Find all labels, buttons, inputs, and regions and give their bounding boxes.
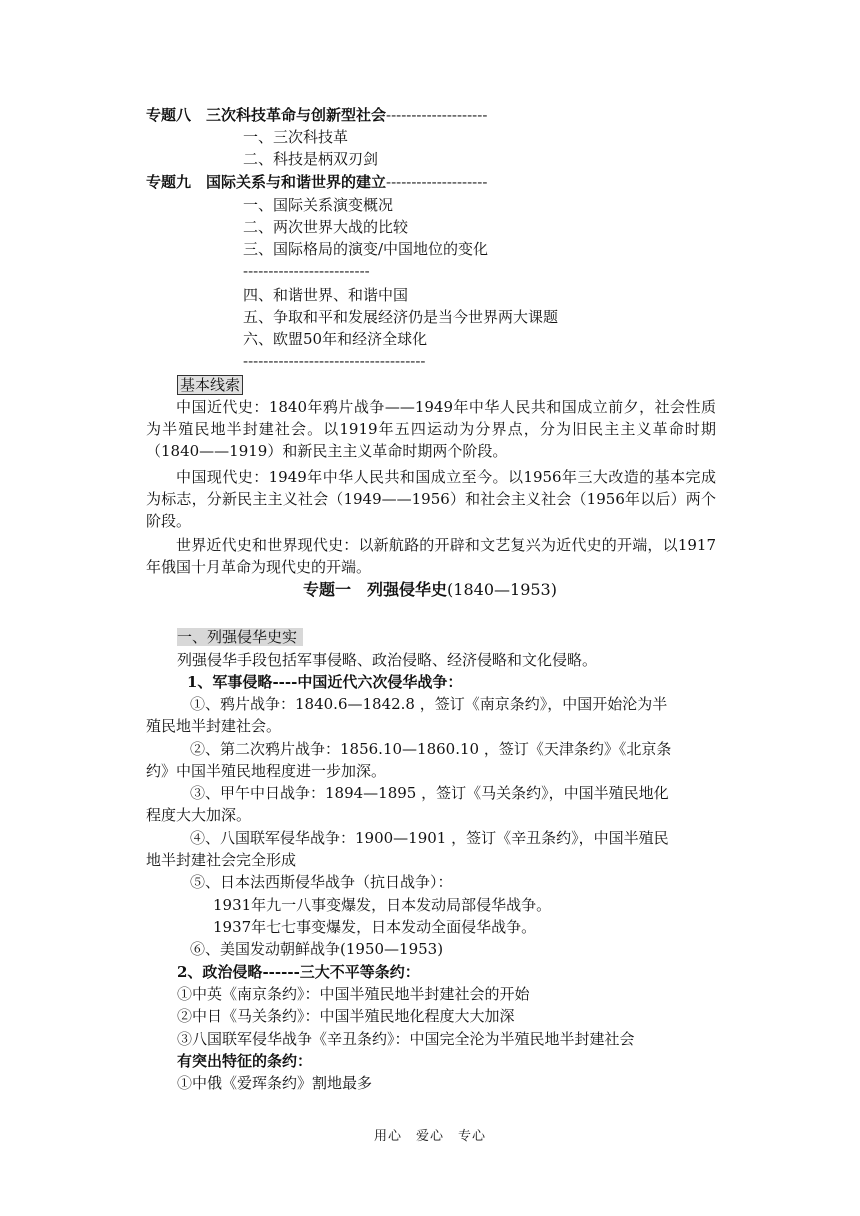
clues-paragraph-1: 中国近代史：1840年鸦片战争——1949年中华人民共和国成立前夕，社会性质为半殖民地半封建社会。以1919年五四运动为分界点，分为旧民主主义革命时期（1840——1919）和新民主主义革命时期两个阶段。 [146,398,716,460]
war-4-line-1: ④、八国联军侵华战争：1900—1901 ，签订《辛丑条约》，中国半殖民 [190,829,669,847]
war-5-b: 1937年七七事变爆发，日本发动全面侵华战争。 [213,918,537,936]
war-1-line-1: ①、鸦片战争：1840.6—1842.8 ，签订《南京条约》，中国开始沦为半 [190,695,668,713]
clues-paragraph-3: 世界近代史和世界现代史：以新航路的开辟和文艺复兴为近代史的开端，以1917年俄国十月革命为现代史的开端。 [146,536,716,576]
topic1-title: 专题一 列强侵华史 [303,580,448,599]
toc-topic9-item: 三、国际格局的演变/中国地位的变化 [243,240,489,258]
section1-heading-wrap [177,626,303,648]
toc-topic8-item: 一、三次科技革 [243,128,349,146]
toc-topic8-title: 专题八 三次科技革命与创新型社会 [146,106,387,124]
notable-treaty-1: ①中俄《爱珲条约》割地最多 [177,1074,373,1092]
section1-heading: 一、列强侵华史实 [177,628,303,646]
toc-topic9-item: 四、和谐世界、和谐中国 [243,286,409,304]
military-heading: 1、军事侵略----中国近代六次侵华战争： [187,673,463,691]
page-footer: 用心 爱心 专心 [373,1129,486,1144]
clues-heading: 基本线索 [177,375,243,395]
topic1-title-paren: (1840—1953) [447,580,557,599]
toc-topic9-item: 二、两次世界大战的比较 [243,218,409,236]
clues-heading-wrap [177,374,243,396]
clues-paragraph-2: 中国现代史：1949年中华人民共和国成立至今。以1956年三大改造的基本完成为标志，分新民主主义社会（1949——1956）和社会主义社会（1956年以后）两个阶段。 [146,468,716,530]
war-3-line-2: 程度大大加深。 [146,806,252,824]
toc-topic9 [146,171,487,193]
topic1-title-line [0,578,860,602]
war-1-line-2: 殖民地半封建社会。 [146,717,282,735]
political-heading: 2、政治侵略------三大不平等条约： [177,963,420,981]
toc-topic8-item: 二、科技是柄双刃剑 [243,150,379,168]
toc-topic9-dashes-3: ------------------------------------ [243,352,426,370]
toc-topic9-item: 五、争取和平和发展经济仍是当今世界两大课题 [243,308,559,326]
war-5: ⑤、日本法西斯侵华战争（抗日战争）： [190,873,453,891]
treaty-1: ①中英《南京条约》：中国半殖民地半封建社会的开始 [177,985,530,1003]
toc-topic9-item: 一、国际关系演变概况 [243,196,394,214]
treaty-3: ③八国联军侵华战争《辛丑条约》：中国完全沦为半殖民地半封建社会 [177,1030,635,1048]
treaty-2: ②中日《马关条约》：中国半殖民地化程度大大加深 [177,1007,515,1025]
war-2-line-1: ②、第二次鸦片战争：1856.10—1860.10 ，签订《天津条约》《北京条 [190,740,672,758]
toc-topic9-title: 专题九 国际关系与和谐世界的建立 [146,173,387,191]
toc-topic9-dashes: -------------------- [386,173,488,191]
toc-topic8-dashes: -------------------- [386,106,488,124]
war-2-line-2: 约》中国半殖民地程度进一步加深。 [146,762,387,780]
section1-intro: 列强侵华手段包括军事侵略、政治侵略、经济侵略和文化侵略。 [177,651,598,669]
toc-topic9-item: 六、欧盟50年和经济全球化 [243,330,428,348]
notable-treaties-heading: 有突出特征的条约： [177,1052,313,1070]
war-3-line-1: ③、甲午中日战争：1894—1895 ，签订《马关条约》，中国半殖民地化 [190,784,669,802]
war-6: ⑥、美国发动朝鲜战争(1950—1953) [190,940,444,958]
war-4-line-2: 地半封建社会完全形成 [146,851,297,869]
war-5-a: 1931年九一八事变爆发，日本发动局部侵华战争。 [213,896,552,914]
toc-topic8 [146,104,487,126]
toc-topic9-dashes-2: ------------------------- [243,262,370,280]
